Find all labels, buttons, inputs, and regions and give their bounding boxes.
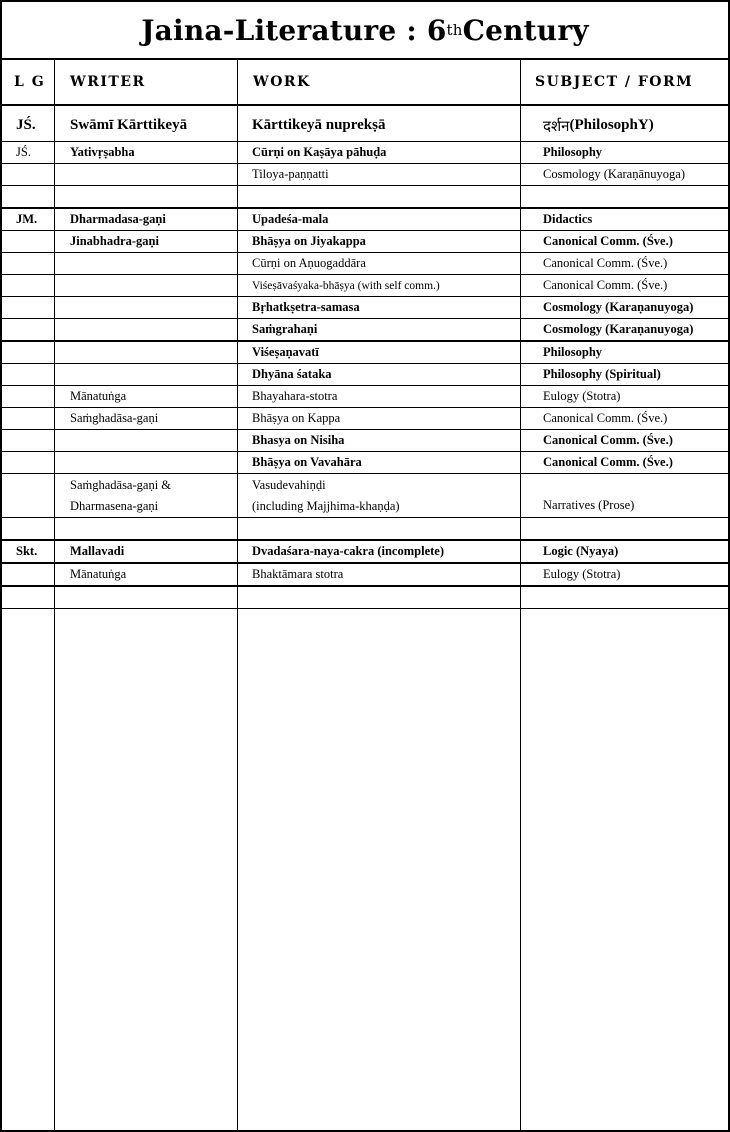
cell-writer: Swāmī Kārttikeyā <box>55 106 238 141</box>
cell-lg <box>2 231 55 252</box>
empty-column-subject <box>521 586 728 1130</box>
header-work: WORK <box>238 60 521 104</box>
cell-subject: Eulogy (Stotra) <box>543 389 621 403</box>
cell-work: Dvadaśara-naya-cakra (incomplete) <box>238 541 521 562</box>
cell-lg <box>2 253 55 274</box>
cell-writer: Jinabhadra-gaṇi <box>55 231 238 252</box>
cell-lg <box>2 564 55 585</box>
title-superscript: th <box>446 21 463 39</box>
table-row <box>2 106 728 142</box>
header-subject: SUBJECT / FORM <box>535 74 694 90</box>
cell-work <box>238 474 521 517</box>
cell-subject: Cosmology (Karaṇanuyoga) <box>543 300 694 314</box>
cell-writer <box>55 164 238 185</box>
empty-column-writer <box>55 586 238 1130</box>
writer-line-2: Dharmasena-gaṇi <box>70 498 159 513</box>
cell-work: Saṁgrahaṇi <box>238 319 521 340</box>
cell-subject <box>521 106 728 141</box>
cell-writer <box>55 342 238 363</box>
table-row-empty <box>2 518 728 541</box>
cell-writer <box>55 430 238 451</box>
empty-column-work <box>238 586 521 1130</box>
cell-lg: JŚ. <box>2 142 55 163</box>
table-row <box>2 452 728 474</box>
cell-lg: JŚ. <box>2 106 55 141</box>
cell-work: Bṛhatkṣetra-samasa <box>238 297 521 318</box>
cell-writer <box>55 297 238 318</box>
title-suffix: Century <box>462 13 589 47</box>
cell-subject: Cosmology (Karaṇānuyoga) <box>543 167 685 181</box>
subject-devanagari: दर्शन <box>543 118 570 135</box>
table-header <box>2 60 728 106</box>
table-row <box>2 430 728 452</box>
cell-lg <box>2 164 55 185</box>
cell-lg: JM. <box>2 209 55 230</box>
table-row <box>2 342 728 364</box>
cell-lg <box>2 364 55 385</box>
writer-line-1: Saṁghadāsa-gaṇi & <box>70 477 172 492</box>
cell-writer: Dharmadasa-gaṇi <box>55 209 238 230</box>
cell-lg <box>2 319 55 340</box>
cell-subject: Philosophy <box>543 345 603 359</box>
cell-work: Kārttikeyā nuprekṣā <box>238 106 521 141</box>
cell-lg: Skt. <box>2 541 55 562</box>
header-writer: WRITER <box>55 60 238 104</box>
work-line-2: (including Majjhima-khaṇḍa) <box>252 498 400 513</box>
table-row <box>2 541 728 564</box>
table-empty-area <box>2 586 728 1130</box>
cell-work: Bhāṣya on Vavahāra <box>238 452 521 473</box>
cell-writer <box>55 186 238 207</box>
cell-work: Cūrṇi on Aṇuogaddāra <box>238 253 521 274</box>
table-row <box>2 408 728 430</box>
cell-writer <box>55 364 238 385</box>
cell-writer <box>55 474 238 517</box>
table-row <box>2 564 728 587</box>
cell-work: Cūrṇi on Kaṣāya pāhuḍa <box>238 142 521 163</box>
header-lg: L G <box>2 60 55 104</box>
table-row <box>2 297 728 319</box>
cell-subject: Canonical Comm. (Śve.) <box>543 234 673 248</box>
cell-work: Viśeṣāvaśyaka-bhāṣya (with self comm.) <box>238 275 521 296</box>
cell-work: Bhasya on Nisiha <box>238 430 521 451</box>
table-body <box>2 106 728 609</box>
cell-subject <box>521 474 728 517</box>
cell-work: Viśeṣaṇavatī <box>238 342 521 363</box>
cell-subject: Canonical Comm. (Śve.) <box>543 411 668 425</box>
table-row <box>2 364 728 386</box>
cell-lg <box>2 386 55 407</box>
page-title <box>2 2 728 60</box>
subject-text: (PhilosophY) <box>569 117 654 133</box>
cell-work: Bhayahara-stotra <box>238 386 521 407</box>
table-row <box>2 164 728 186</box>
cell-work <box>238 186 521 207</box>
cell-subject: Eulogy (Stotra) <box>543 567 621 581</box>
empty-column-lg <box>2 586 55 1130</box>
cell-writer: Mānatuṅga <box>55 564 238 585</box>
cell-subject: Logic (Nyaya) <box>543 544 619 558</box>
cell-writer: Mānatuṅga <box>55 386 238 407</box>
work-line-1: Vasudevahiṇḍi <box>252 477 326 492</box>
cell-subject <box>521 518 728 539</box>
cell-subject: Canonical Comm. (Śve.) <box>543 278 668 292</box>
table-row <box>2 142 728 164</box>
cell-lg <box>2 430 55 451</box>
cell-subject: Canonical Comm. (Śve.) <box>543 433 673 447</box>
subject-line: Narratives (Prose) <box>543 498 635 512</box>
title-prefix: Jaina-Literature : 6 <box>141 13 447 47</box>
cell-work: Upadeśa-mala <box>238 209 521 230</box>
table-row <box>2 231 728 253</box>
cell-lg <box>2 518 55 539</box>
cell-writer: Yativṛṣabha <box>55 142 238 163</box>
table-row <box>2 253 728 275</box>
cell-subject: Philosophy (Spiritual) <box>543 367 661 381</box>
cell-lg <box>2 297 55 318</box>
cell-writer: Mallavadi <box>55 541 238 562</box>
cell-lg <box>2 452 55 473</box>
cell-writer <box>55 319 238 340</box>
table-row <box>2 386 728 408</box>
cell-lg <box>2 186 55 207</box>
cell-subject: Canonical Comm. (Śve.) <box>543 455 673 469</box>
cell-subject: Didactics <box>543 212 593 226</box>
table-row <box>2 209 728 231</box>
cell-work: Bhaktāmara stotra <box>238 564 521 585</box>
cell-lg <box>2 474 55 517</box>
cell-subject <box>521 186 728 207</box>
table-row-empty <box>2 186 728 209</box>
cell-writer <box>55 518 238 539</box>
cell-writer: Saṁghadāsa-gaṇi <box>55 408 238 429</box>
cell-work: Tiloya-paṇṇatti <box>238 164 521 185</box>
table-row <box>2 275 728 297</box>
cell-writer <box>55 452 238 473</box>
cell-writer <box>55 253 238 274</box>
cell-work: Bhāṣya on Kappa <box>238 408 521 429</box>
cell-work: Bhāṣya on Jiyakappa <box>238 231 521 252</box>
cell-subject: Philosophy <box>543 145 603 159</box>
cell-writer <box>55 275 238 296</box>
cell-work <box>238 518 521 539</box>
cell-lg <box>2 408 55 429</box>
table-row <box>2 319 728 342</box>
cell-lg <box>2 342 55 363</box>
cell-subject: Cosmology (Karaṇanuyoga) <box>543 322 694 336</box>
cell-lg <box>2 275 55 296</box>
table-row <box>2 474 728 518</box>
cell-work: Dhyāna śataka <box>238 364 521 385</box>
cell-subject: Canonical Comm. (Śve.) <box>543 256 668 270</box>
